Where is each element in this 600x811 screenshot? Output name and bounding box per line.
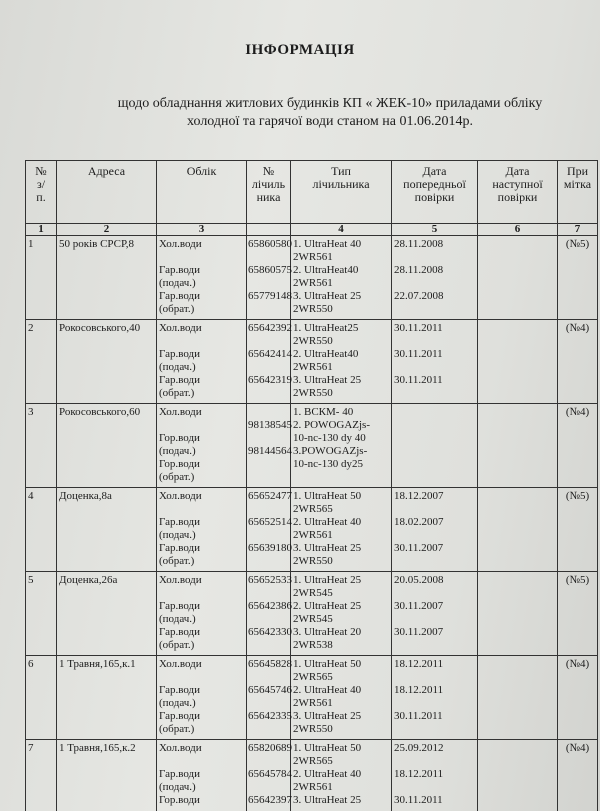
account-line: (подач.)	[159, 361, 196, 373]
prev-date: 30.11.2011	[394, 710, 443, 722]
prev-date: 28.11.2008	[394, 264, 444, 276]
header-row	[26, 161, 598, 224]
header-type: Тип лічильника	[291, 161, 392, 224]
account-line: Хол.води	[159, 406, 202, 418]
row-address: Доценка,26а	[57, 572, 157, 656]
row-meter-type	[291, 404, 392, 488]
table-row	[26, 236, 598, 320]
row-number: 1	[26, 236, 57, 320]
row-meter-type	[291, 656, 392, 740]
row-prev-check	[392, 572, 478, 656]
cell-line: 1. UltraHeat 50	[293, 658, 362, 670]
row-address: 50 років СРСР,8	[57, 236, 157, 320]
cell-line: 2WR561	[293, 361, 333, 373]
row-meter-numbers	[247, 656, 291, 740]
prev-date: 20.05.2008	[394, 574, 444, 586]
account-line: Гар.води	[159, 710, 201, 722]
row-prev-check	[392, 404, 478, 488]
account-line: (обрат.)	[159, 303, 195, 315]
meter-number: 65860575	[248, 264, 292, 276]
prev-date: 28.11.2008	[394, 238, 444, 250]
row-address: 1 Травня,165,к.2	[57, 740, 157, 811]
row-prev-check	[392, 488, 478, 572]
cell-line: 2WR561	[293, 697, 333, 709]
column-numbers-row	[26, 224, 598, 236]
cell-line: 1. UltraHeat25	[293, 322, 359, 334]
account-line: (обрат.)	[159, 723, 195, 735]
table-row	[26, 320, 598, 404]
cell-line: 2. POWOGAZjs-	[293, 419, 370, 431]
row-account	[157, 572, 247, 656]
cell-line: 3. UltraHeat 25	[293, 710, 362, 722]
meter-number: 65820689	[248, 742, 292, 754]
row-note: (№4)	[558, 320, 598, 404]
meter-number: 98138545	[248, 419, 292, 431]
row-meter-type	[291, 572, 392, 656]
cell-line: 3. UltraHeat 25	[293, 542, 362, 554]
header-prev-check: Дата попередньої повірки	[392, 161, 478, 224]
account-line: (обрат.)	[159, 387, 195, 399]
account-line: Гар.води	[159, 290, 201, 302]
row-meter-type	[291, 740, 392, 811]
cell-line: 1. UltraHeat 50	[293, 742, 362, 754]
account-line: Хол.води	[159, 574, 202, 586]
row-number: 6	[26, 656, 57, 740]
account-line: Гар.води	[159, 542, 201, 554]
cell-line: 2WR538	[293, 639, 333, 651]
meter-number: 65639180	[248, 542, 292, 554]
cell-line: 2. UltraHeat 25	[293, 600, 362, 612]
row-meter-type	[291, 236, 392, 320]
cell-line: 2WR565	[293, 671, 333, 683]
account-line: Гар.води	[159, 768, 201, 780]
meter-number: 65645828	[248, 658, 292, 670]
prev-date: 25.09.2012	[394, 742, 444, 754]
meter-number: 65642397	[248, 794, 292, 806]
account-line: Хол.води	[159, 238, 202, 250]
prev-date: 30.11.2011	[394, 374, 443, 386]
cell-line: 2WR550	[293, 387, 333, 399]
cell-line: 2WR561	[293, 529, 333, 541]
account-line: Гор.води	[159, 794, 200, 806]
prev-date: 30.11.2007	[394, 542, 444, 554]
row-note: (№4)	[558, 404, 598, 488]
meter-number: 65652477	[248, 490, 292, 502]
table-row	[26, 404, 598, 488]
meter-number: 65860580	[248, 238, 292, 250]
col-number: 1	[26, 224, 57, 236]
col-number: 2	[57, 224, 157, 236]
row-number: 7	[26, 740, 57, 811]
row-meter-numbers	[247, 404, 291, 488]
col-number: 7	[558, 224, 598, 236]
row-account	[157, 404, 247, 488]
table-row	[26, 740, 598, 811]
account-line: (подач.)	[159, 781, 196, 793]
prev-date: 18.12.2011	[394, 684, 444, 696]
account-line: Гар.води	[159, 264, 201, 276]
row-account	[157, 488, 247, 572]
row-meter-numbers	[247, 572, 291, 656]
row-meter-numbers	[247, 488, 291, 572]
meter-number: 98144564	[248, 445, 292, 457]
document-subtitle	[60, 95, 600, 131]
cell-line: 2. UltraHeat 40	[293, 516, 362, 528]
header-note: При мітка	[558, 161, 598, 224]
header-account: Облік	[157, 161, 247, 224]
prev-date: 30.11.2011	[394, 794, 443, 806]
row-meter-type	[291, 488, 392, 572]
account-line: (подач.)	[159, 277, 196, 289]
row-account	[157, 236, 247, 320]
col-number: 3	[157, 224, 247, 236]
cell-line: 2WR550	[293, 723, 333, 735]
prev-date: 18.12.2011	[394, 768, 444, 780]
cell-line: 2WR565	[293, 755, 333, 767]
row-next-check	[478, 236, 558, 320]
row-account	[157, 740, 247, 811]
cell-line: 2WR561	[293, 781, 333, 793]
row-next-check	[478, 740, 558, 811]
row-note: (№4)	[558, 740, 598, 811]
account-line: (подач.)	[159, 613, 196, 625]
row-meter-numbers	[247, 236, 291, 320]
cell-line: 1. UltraHeat 40	[293, 238, 362, 250]
row-next-check	[478, 320, 558, 404]
account-line: Хол.води	[159, 742, 202, 754]
prev-date: 18.12.2007	[394, 490, 444, 502]
account-line: Гор.води	[159, 458, 200, 470]
row-number: 5	[26, 572, 57, 656]
header-next-check: Дата наступної повірки	[478, 161, 558, 224]
account-line: Гар.води	[159, 684, 201, 696]
row-address: 1 Травня,165,к.1	[57, 656, 157, 740]
cell-line: 2WR550	[293, 303, 333, 315]
col-number: 5	[392, 224, 478, 236]
cell-line: 3. UltraHeat 20	[293, 626, 362, 638]
table-row	[26, 572, 598, 656]
header-meter-no: № лічиль ника	[247, 161, 291, 224]
account-line: Хол.води	[159, 658, 202, 670]
account-line: Гар.води	[159, 516, 201, 528]
cell-line: 10-nc-130 dy25	[293, 458, 363, 470]
account-line: Гар.води	[159, 374, 201, 386]
cell-line: 10-nc-130 dy 40	[293, 432, 366, 444]
account-line: (подач.)	[159, 445, 196, 457]
row-meter-numbers	[247, 740, 291, 811]
meter-number: 65645746	[248, 684, 292, 696]
prev-date: 18.12.2011	[394, 658, 444, 670]
account-line: Хол.води	[159, 322, 202, 334]
row-prev-check	[392, 320, 478, 404]
row-prev-check	[392, 236, 478, 320]
meters-table	[25, 160, 598, 811]
cell-line: 2. UltraHeat 40	[293, 684, 362, 696]
document-title: ІНФОРМАЦІЯ	[245, 42, 355, 58]
row-number: 4	[26, 488, 57, 572]
row-next-check	[478, 656, 558, 740]
cell-line: 2WR545	[293, 613, 333, 625]
cell-line: 1. UltraHeat 50	[293, 490, 362, 502]
cell-line: 3. UltraHeat 25	[293, 794, 362, 806]
meter-number: 65652533	[248, 574, 292, 586]
meter-number: 65642319	[248, 374, 292, 386]
row-address: Рокосовського,40	[57, 320, 157, 404]
cell-line: 2WR561	[293, 277, 333, 289]
meter-number: 65642392	[248, 322, 292, 334]
header-num: № з/ п.	[26, 161, 57, 224]
account-line: Хол.води	[159, 490, 202, 502]
account-line: (обрат.)	[159, 471, 195, 483]
meter-number: 65642335	[248, 710, 292, 722]
cell-line: 2WR550	[293, 335, 333, 347]
header-address: Адреса	[57, 161, 157, 224]
row-account	[157, 656, 247, 740]
table-row	[26, 488, 598, 572]
prev-date: 18.02.2007	[394, 516, 444, 528]
row-prev-check	[392, 740, 478, 811]
account-line: (обрат.)	[159, 639, 195, 651]
row-account	[157, 320, 247, 404]
prev-date: 30.11.2007	[394, 626, 444, 638]
cell-line: 3. UltraHeat 25	[293, 290, 362, 302]
meter-number: 65642386	[248, 600, 292, 612]
cell-line: 2. UltraHeat40	[293, 348, 359, 360]
row-note: (№5)	[558, 236, 598, 320]
account-line: Гар.води	[159, 600, 201, 612]
cell-line: 2. UltraHeat 40	[293, 768, 362, 780]
cell-line: 1. ВСКМ- 40	[293, 406, 354, 418]
cell-line: 2WR550	[293, 555, 333, 567]
meter-number: 65652514	[248, 516, 292, 528]
row-meter-type	[291, 320, 392, 404]
meter-number: 65645784	[248, 768, 292, 780]
cell-line: 2WR565	[293, 503, 333, 515]
account-line: Гор.води	[159, 432, 200, 444]
row-next-check	[478, 404, 558, 488]
cell-line: 2. UltraHeat40	[293, 264, 359, 276]
meter-number: 65642414	[248, 348, 292, 360]
prev-date: 30.11.2007	[394, 600, 444, 612]
row-next-check	[478, 488, 558, 572]
row-address: Рокосовського,60	[57, 404, 157, 488]
row-note: (№5)	[558, 488, 598, 572]
row-prev-check	[392, 656, 478, 740]
cell-line: 3. UltraHeat 25	[293, 374, 362, 386]
col-number: 4	[291, 224, 392, 236]
row-number: 2	[26, 320, 57, 404]
row-note: (№4)	[558, 656, 598, 740]
account-line: (подач.)	[159, 529, 196, 541]
col-number	[247, 224, 291, 236]
subtitle-line: щодо обладнання житлових будинків КП « ЖЕК-10» приладами обліку	[117, 96, 543, 111]
prev-date: 22.07.2008	[394, 290, 444, 302]
account-line: (обрат.)	[159, 555, 195, 567]
table-row	[26, 656, 598, 740]
subtitle-line: холодної та гарячої води станом на 01.06.2014р.	[187, 114, 473, 129]
prev-date: 30.11.2011	[394, 322, 443, 334]
meter-number: 65779148	[248, 290, 292, 302]
meter-number: 65642330	[248, 626, 292, 638]
account-line: Гар.води	[159, 348, 201, 360]
row-address: Доценка,8а	[57, 488, 157, 572]
cell-line: 2WR561	[293, 251, 333, 263]
account-line: (подач.)	[159, 697, 196, 709]
cell-line: 2WR545	[293, 587, 333, 599]
col-number: 6	[478, 224, 558, 236]
row-note: (№5)	[558, 572, 598, 656]
row-next-check	[478, 572, 558, 656]
cell-line: 1. UltraHeat 25	[293, 574, 362, 586]
prev-date: 30.11.2011	[394, 348, 443, 360]
account-line: Гар.води	[159, 626, 201, 638]
row-number: 3	[26, 404, 57, 488]
cell-line: 3.POWOGAZjs-	[293, 445, 368, 457]
row-meter-numbers	[247, 320, 291, 404]
